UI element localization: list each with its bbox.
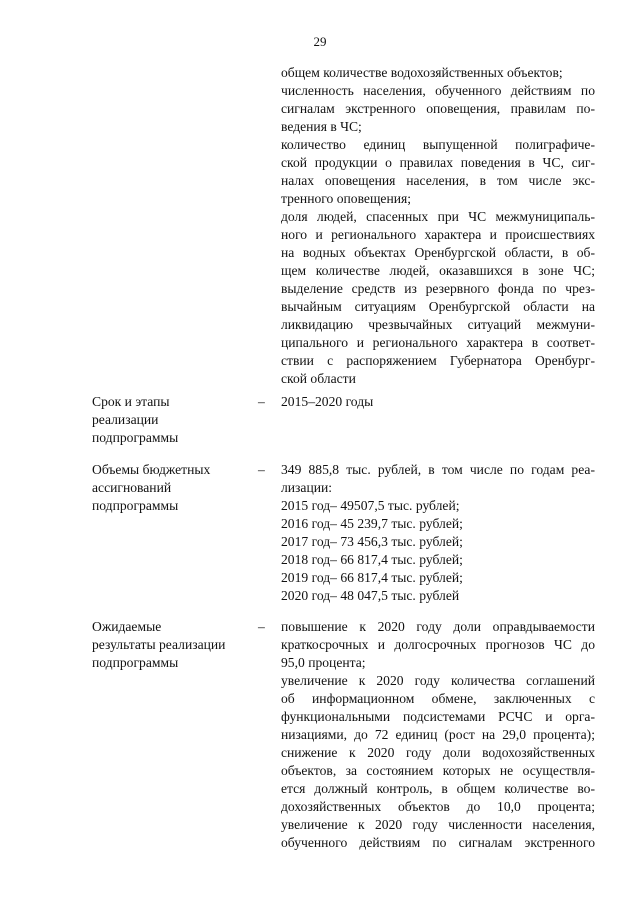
section-label-line: подпрограммы [92, 498, 179, 513]
intro-line: тренного оповещения; [281, 191, 412, 206]
page-number: 29 [313, 34, 327, 49]
section-value-line: 2020 год– 48 047,5 тыс. рублей [281, 588, 460, 603]
section-value-line: ется должный контроль, в общем количестве во- [281, 781, 595, 796]
intro-line: выделение средств из резервного фонда по чрез- [281, 281, 595, 296]
section-label-line: Объемы бюджетных [92, 462, 211, 477]
section-value-line: низациями, до 72 единиц (рост на 29,0 процента); [281, 727, 595, 742]
section-label-line: подпрограммы [92, 655, 179, 670]
intro-line: налах оповещения населения, в том числе экс- [281, 173, 595, 188]
intro-line: ного и регионального характера и происшествиях [281, 227, 595, 242]
section-value-line: снижение к 2020 году доли водохозяйственных [281, 745, 595, 760]
section-label-line: реализации [92, 412, 159, 427]
section-value-line: 2015–2020 годы [281, 394, 374, 409]
intro-line: на водных объектах Оренбургской области, в об- [281, 245, 595, 260]
section-label-line: Срок и этапы [92, 394, 170, 409]
intro-line: общем количестве водохозяйственных объектов; [281, 65, 563, 80]
section-dash: – [258, 619, 265, 634]
intro-line: количество единиц выпущенной полиграфиче- [281, 137, 595, 152]
section-value-line: увеличение к 2020 году количества соглашений [281, 673, 595, 688]
section-label-line: результаты реализации [92, 637, 226, 652]
section-dash: – [258, 394, 265, 409]
intro-line: ствии с распоряжением Губернатора Оренбург- [281, 353, 595, 368]
section-value-line: 95,0 процента; [281, 655, 366, 670]
intro-line: ведения в ЧС; [281, 119, 362, 134]
section-label-line: ассигнований [92, 480, 172, 495]
section-value-line: увеличение к 2020 году численности населения, [281, 817, 595, 832]
section-value-line: объектов, за состоянием которых не осуществля- [281, 763, 595, 778]
section-dash: – [258, 462, 265, 477]
section-value-line: обученного действиям по сигналам экстренного [281, 835, 595, 850]
section-value-line: 2016 год– 45 239,7 тыс. рублей; [281, 516, 463, 531]
section-value-line: 349 885,8 тыс. рублей, в том числе по годам реа- [281, 462, 595, 477]
intro-line: ской области [281, 371, 356, 386]
intro-line: доля людей, спасенных при ЧС межмуниципаль- [281, 209, 595, 224]
intro-line: щем количестве людей, оказавшихся в зоне ЧС; [281, 263, 595, 278]
section-value-line: об информационном обмене, заключенных с [281, 691, 595, 706]
intro-line: ципального и регионального характера в соответ- [281, 335, 595, 350]
intro-line: сигналам экстренного оповещения, правилам по- [281, 101, 595, 116]
section-value-line: краткосрочных и долгосрочных прогнозов ЧС до [281, 637, 595, 652]
section-value-line: повышение к 2020 году доли оправдываемости [281, 619, 595, 634]
intro-line: ской продукции о правилах поведения в ЧС, сиг- [281, 155, 595, 170]
section-value-line: дохозяйственных объектов до 10,0 процента; [281, 799, 595, 814]
intro-line: вычайным ситуациям Оренбургской области на [281, 299, 595, 314]
section-value-line: 2019 год– 66 817,4 тыс. рублей; [281, 570, 463, 585]
section-value-line: 2015 год– 49507,5 тыс. рублей; [281, 498, 460, 513]
section-value-line: функциональными подсистемами РСЧС и орга- [281, 709, 595, 724]
section-label-line: подпрограммы [92, 430, 179, 445]
section-value-line: лизации: [281, 480, 333, 495]
section-value-line: 2018 год– 66 817,4 тыс. рублей; [281, 552, 463, 567]
section-value-line: 2017 год– 73 456,3 тыс. рублей; [281, 534, 463, 549]
section-label-line: Ожидаемые [92, 619, 162, 634]
intro-line: численность населения, обученного действиям по [281, 83, 595, 98]
intro-line: ликвидацию чрезвычайных ситуаций межмуни- [281, 317, 595, 332]
